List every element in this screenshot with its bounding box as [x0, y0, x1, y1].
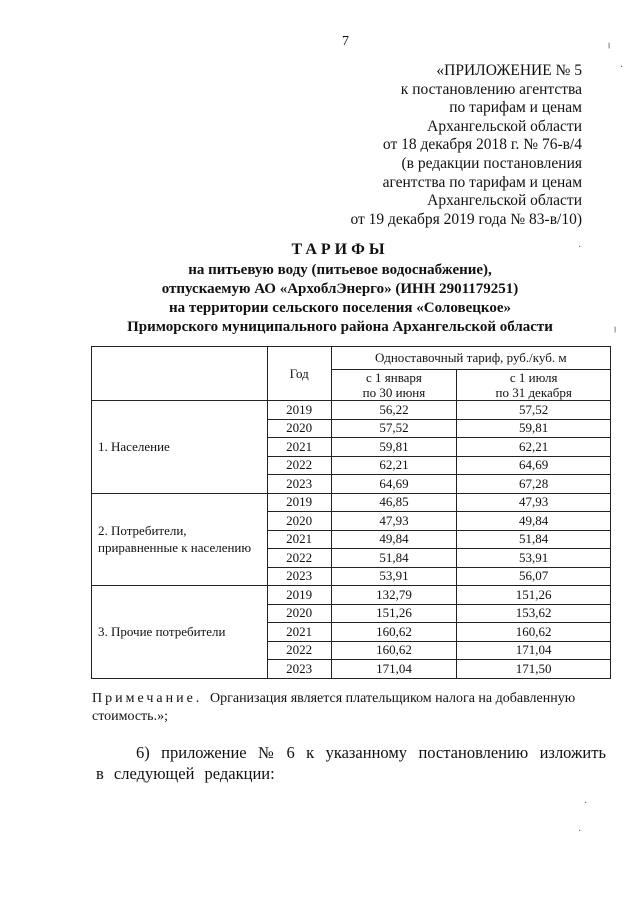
appendix-line: Архангельской области — [427, 192, 582, 210]
scan-speck: ╷ — [606, 38, 613, 49]
year-cell: 2021 — [267, 438, 331, 457]
header-period-first-half: с 1 января по 30 июня — [331, 370, 457, 401]
note-text: Организация является плательщиком налога на добавленную стоимость.»; — [92, 691, 576, 724]
note-label: Примечание. — [92, 691, 203, 706]
tariff-h1-cell: 53,91 — [331, 567, 457, 586]
year-cell: 2022 — [267, 456, 331, 475]
tariff-h2-cell: 47,93 — [457, 493, 611, 512]
tariff-h2-cell: 57,52 — [457, 401, 611, 420]
tariff-table — [91, 346, 611, 679]
tariff-h1-cell: 57,52 — [331, 419, 457, 438]
appendix-line: Архангельской области — [427, 117, 582, 135]
scan-speck: ╷ — [612, 322, 619, 333]
year-cell: 2023 — [267, 660, 331, 679]
scan-speck: · — [578, 242, 582, 253]
consumer-group-name: 1. Население — [92, 401, 268, 494]
appendix-line: от 18 декабря 2018 г. № 76-в/4 — [382, 136, 582, 154]
year-cell: 2023 — [267, 475, 331, 494]
tariff-h2-cell: 62,21 — [457, 438, 611, 457]
tariff-h2-cell: 151,26 — [457, 586, 611, 605]
tariff-h2-cell: 171,04 — [457, 641, 611, 660]
year-cell: 2019 — [267, 586, 331, 605]
year-cell: 2019 — [267, 401, 331, 420]
tariff-h2-cell: 64,69 — [457, 456, 611, 475]
tariff-h1-cell: 49,84 — [331, 530, 457, 549]
year-cell: 2023 — [267, 567, 331, 586]
title-line: на территории сельского поселения «Соловецкое» — [169, 300, 511, 316]
year-cell: 2021 — [267, 623, 331, 642]
consumer-group-name: 2. Потребители, приравненные к населению — [92, 493, 268, 586]
year-cell: 2021 — [267, 530, 331, 549]
header-empty-cell — [92, 347, 268, 401]
tariff-h2-cell: 67,28 — [457, 475, 611, 494]
year-cell: 2020 — [267, 419, 331, 438]
tariff-h2-cell: 56,07 — [457, 567, 611, 586]
appendix-line: по тарифам и ценам — [449, 99, 582, 117]
tariff-h1-cell: 51,84 — [331, 549, 457, 568]
tariff-h1-cell: 171,04 — [331, 660, 457, 679]
title-line: на питьевую воду (питьевое водоснабжение), — [188, 262, 492, 278]
header-tariff: Одноставочный тариф, руб./куб. м — [331, 347, 610, 370]
tariff-h2-cell: 59,81 — [457, 419, 611, 438]
tariff-h2-cell: 49,84 — [457, 512, 611, 531]
tariff-h1-cell: 62,21 — [331, 456, 457, 475]
appendix-line: «ПРИЛОЖЕНИЕ № 5 — [436, 62, 582, 79]
year-cell: 2019 — [267, 493, 331, 512]
tariff-h1-cell: 160,62 — [331, 641, 457, 660]
appendix-line: агентства по тарифам и ценам — [382, 173, 582, 191]
appendix-reference — [322, 62, 582, 229]
tariff-h1-cell: 64,69 — [331, 475, 457, 494]
table-row — [92, 401, 611, 420]
page-number: 7 — [342, 34, 349, 49]
year-cell: 2022 — [267, 641, 331, 660]
tariff-h2-cell: 171,50 — [457, 660, 611, 679]
scan-speck: · — [620, 62, 624, 73]
year-cell: 2022 — [267, 549, 331, 568]
document-title — [90, 240, 590, 337]
tariff-h2-cell: 51,84 — [457, 530, 611, 549]
title-line: отпускаемую АО «АрхоблЭнерго» (ИНН 2901179251) — [161, 281, 519, 297]
tariff-h1-cell: 132,79 — [331, 586, 457, 605]
tariff-h1-cell: 46,85 — [331, 493, 457, 512]
title-main: ТАРИФЫ — [291, 241, 389, 258]
appendix-line: к постановлению агентства — [400, 80, 582, 98]
tariff-h1-cell: 59,81 — [331, 438, 457, 457]
tariff-h2-cell: 53,91 — [457, 549, 611, 568]
tariff-h2-cell: 160,62 — [457, 623, 611, 642]
year-cell: 2020 — [267, 604, 331, 623]
tariff-h2-cell: 153,62 — [457, 604, 611, 623]
tariff-h1-cell: 56,22 — [331, 401, 457, 420]
header-period-second-half: с 1 июля по 31 декабря — [457, 370, 611, 401]
table-row — [92, 493, 611, 512]
table-note — [92, 690, 616, 726]
scan-speck: · — [578, 826, 582, 837]
title-line: Приморского муниципального района Архангельской области — [127, 319, 553, 335]
tariff-h1-cell: 47,93 — [331, 512, 457, 531]
consumer-group-name: 3. Прочие потребители — [92, 586, 268, 679]
table-row — [92, 586, 611, 605]
year-cell: 2020 — [267, 512, 331, 531]
header-year: Год — [267, 347, 331, 401]
tariff-h1-cell: 160,62 — [331, 623, 457, 642]
appendix-line: от 19 декабря 2019 года № 83-в/10) — [350, 210, 582, 228]
tariff-h1-cell: 151,26 — [331, 604, 457, 623]
scan-speck: · — [584, 798, 588, 809]
closing-paragraph: 6) приложение № 6 к указанному постановлению изложить в следующей редакции: — [96, 743, 606, 783]
appendix-line: (в редакции постановления — [401, 154, 582, 172]
